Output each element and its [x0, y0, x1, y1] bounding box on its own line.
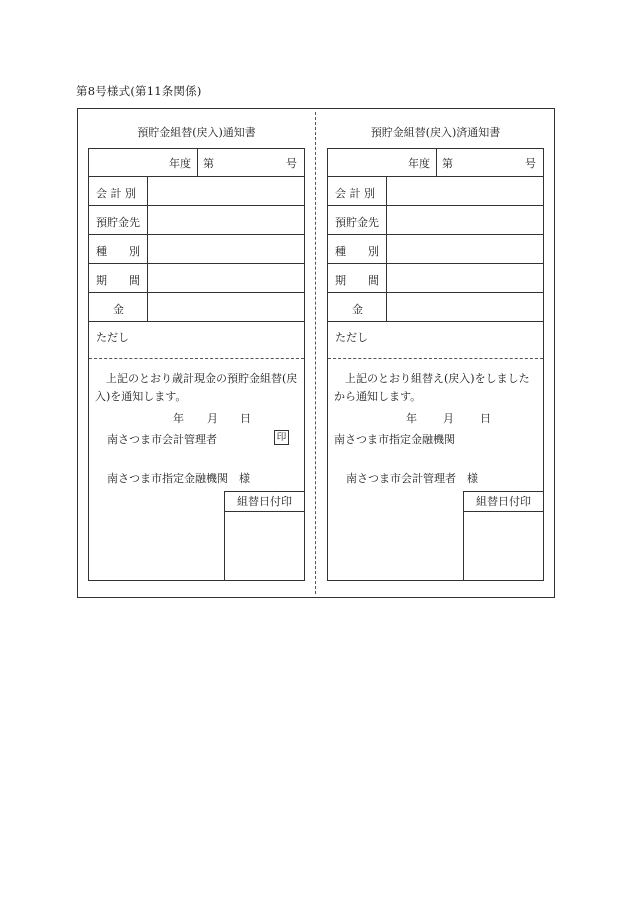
notice-form	[88, 148, 305, 581]
account-row	[89, 177, 304, 206]
date-day: 日	[480, 412, 491, 425]
amount-row	[328, 293, 543, 322]
cut-line	[315, 112, 316, 594]
section-divider	[89, 358, 304, 359]
number-prefix: 第	[203, 157, 214, 170]
sender-name: 南さつま市会計管理者	[107, 433, 217, 446]
addressee-name: 南さつま市会計管理者 様	[346, 472, 478, 485]
notice-body: 上記のとおり歳計現金の預貯金組替(戻入)を通知します。	[95, 372, 298, 403]
period-row	[328, 264, 543, 293]
date-stamp-label: 組替日付印	[225, 492, 304, 512]
fiscal-year-row	[89, 149, 304, 177]
deposit-bank-row	[89, 206, 304, 235]
number-suffix: 号	[286, 157, 297, 170]
addressee-name: 南さつま市指定金融機関 様	[107, 472, 250, 485]
deposit-bank-row	[328, 206, 543, 235]
form-caption: 第8号様式(第11条関係)	[76, 84, 202, 98]
date-month: 月	[207, 412, 218, 425]
type-row	[328, 235, 543, 264]
date-stamp-box	[224, 491, 304, 580]
account-row	[328, 177, 543, 206]
number-suffix: 号	[525, 157, 536, 170]
type-label: 種 別	[96, 245, 140, 258]
deposit-bank-label: 預貯金先	[96, 216, 140, 229]
date-stamp-box	[463, 491, 543, 580]
amount-label: 金	[352, 303, 363, 316]
sender-name: 南さつま市指定金融機関	[334, 433, 455, 446]
type-row	[89, 235, 304, 264]
completion-form	[327, 148, 544, 581]
number-prefix: 第	[442, 157, 453, 170]
proviso-label: ただし	[335, 331, 368, 344]
proviso-label: ただし	[96, 331, 129, 344]
date-day: 日	[240, 412, 251, 425]
date-month: 月	[443, 412, 454, 425]
period-label: 期 間	[335, 274, 379, 287]
deposit-bank-label: 預貯金先	[335, 216, 379, 229]
completion-title: 預貯金組替(戻入)済通知書	[370, 126, 501, 139]
completion-panel	[327, 108, 544, 598]
type-label: 種 別	[335, 245, 379, 258]
fiscal-year-label: 年度	[169, 157, 191, 170]
section-divider	[328, 358, 543, 359]
notice-title: 預貯金組替(戻入)通知書	[137, 126, 256, 139]
date-year: 年	[173, 412, 184, 425]
account-label: 会 計 別	[335, 187, 375, 200]
period-row	[89, 264, 304, 293]
fiscal-year-row	[328, 149, 543, 177]
fiscal-year-label: 年度	[408, 157, 430, 170]
period-label: 期 間	[96, 274, 140, 287]
amount-row	[89, 293, 304, 322]
date-year: 年	[406, 412, 417, 425]
date-stamp-label: 組替日付印	[464, 492, 543, 512]
completion-body: 上記のとおり組替え(戻入)をしましたから通知します。	[334, 372, 530, 403]
notice-panel	[88, 108, 305, 598]
amount-label: 金	[113, 303, 124, 316]
seal-mark: 印	[274, 430, 289, 445]
account-label: 会 計 別	[96, 187, 136, 200]
